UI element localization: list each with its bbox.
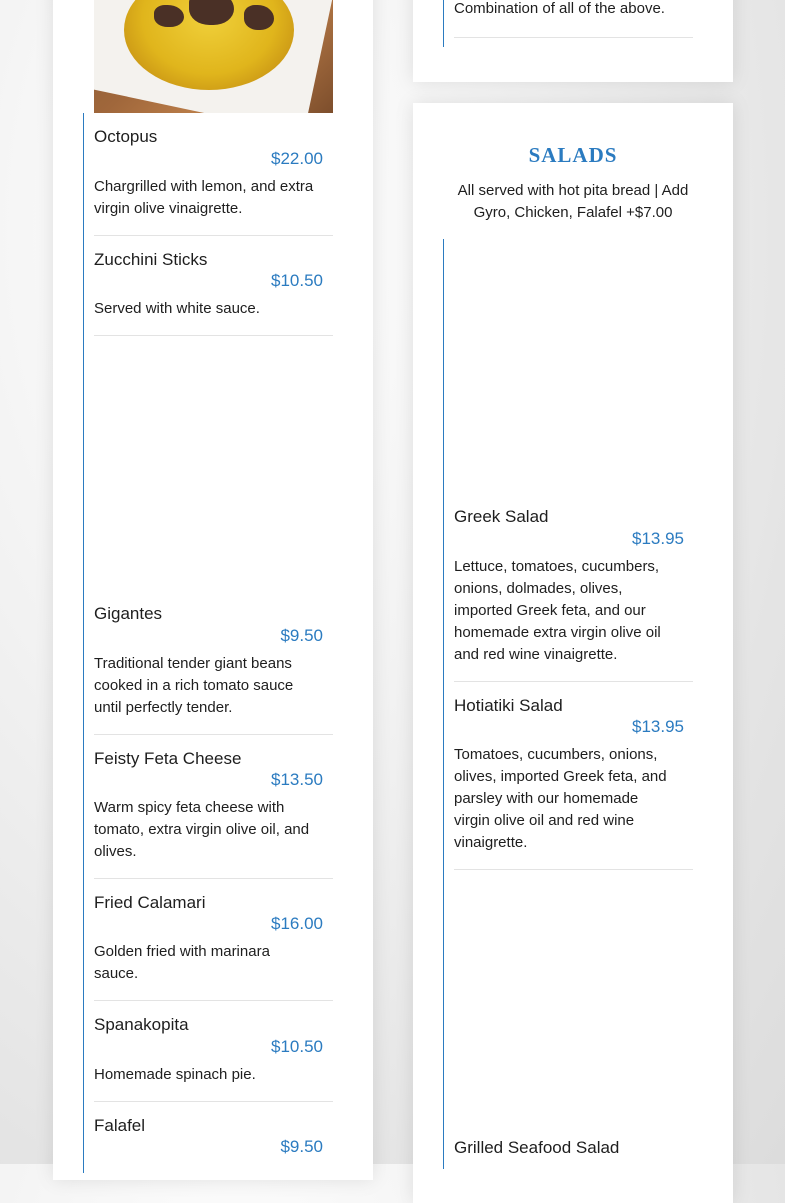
menu-item-name: Feisty Feta Cheese [94, 749, 242, 768]
item-divider [454, 681, 693, 682]
menu-item-description: Golden fried with marinara sauce. [94, 943, 270, 982]
salads-accent-line [443, 239, 444, 1169]
octopus-photo [94, 0, 333, 113]
octopus-piece [244, 5, 274, 30]
menu-item-price: $10.50 [271, 271, 323, 290]
item-divider [94, 734, 333, 735]
menu-item-price: $13.95 [632, 529, 684, 548]
menu-item-name: Gigantes [94, 604, 163, 623]
menu-item-name: Falafel [94, 1116, 146, 1135]
menu-item-description: Combination of all of the above. [454, 0, 665, 17]
menu-item-description: Homemade spinach pie. [94, 1066, 256, 1083]
item-divider [94, 235, 333, 236]
menu-item-name: Grilled Seafood Salad [454, 1138, 620, 1157]
octopus-piece [154, 5, 184, 27]
section-subtitle: All served with hot pita bread | Add Gyro, Chicken, Falafel +$7.00 [457, 182, 689, 221]
menu-item-price: $9.50 [280, 1137, 323, 1156]
item-divider [94, 878, 333, 879]
item-divider [94, 1101, 333, 1102]
menu-item-name: Fried Calamari [94, 893, 206, 912]
menu-item-name: Greek Salad [454, 507, 549, 526]
menu-item-name: Octopus [94, 127, 158, 146]
menu-item-price: $9.50 [280, 626, 323, 645]
menu-item-name: Zucchini Sticks [94, 250, 208, 269]
menu-item-name: Spanakopita [94, 1015, 189, 1034]
menu-item-description: Lettuce, tomatoes, cucumbers, onions, dolmades, olives, imported Greek feta, and our homemade extra virgin olive oil and red wine vinaigrette. [454, 558, 661, 663]
menu-item-price: $22.00 [271, 149, 323, 168]
menu-item-description: Served with white sauce. [94, 300, 260, 317]
menu-item-name: Hotiatiki Salad [454, 696, 563, 715]
menu-item-price: $13.50 [271, 770, 323, 789]
item-divider [454, 869, 693, 870]
menu-item-price: $10.50 [271, 1037, 323, 1056]
section-title-salads: SALADS [528, 143, 618, 167]
menu-item-price: $13.95 [632, 717, 684, 736]
menu-item-price: $16.00 [271, 914, 323, 933]
right-top-accent-line [443, 0, 444, 47]
menu-item-description: Traditional tender giant beans cooked in a rich tomato sauce until perfectly tender. [94, 655, 294, 716]
menu-item-description: Warm spicy feta cheese with tomato, extra virgin olive oil, and olives. [94, 799, 310, 860]
menu-item-description: Tomatoes, cucumbers, onions, olives, imported Greek feta, and parsley with our homemade virgin olive oil and red wine vinaigrette. [454, 746, 667, 851]
left-accent-line [83, 113, 84, 1173]
item-divider [454, 37, 693, 38]
item-divider [94, 1000, 333, 1001]
item-divider [94, 335, 333, 336]
menu-item-description: Chargrilled with lemon, and extra virgin olive vinaigrette. [94, 178, 314, 217]
